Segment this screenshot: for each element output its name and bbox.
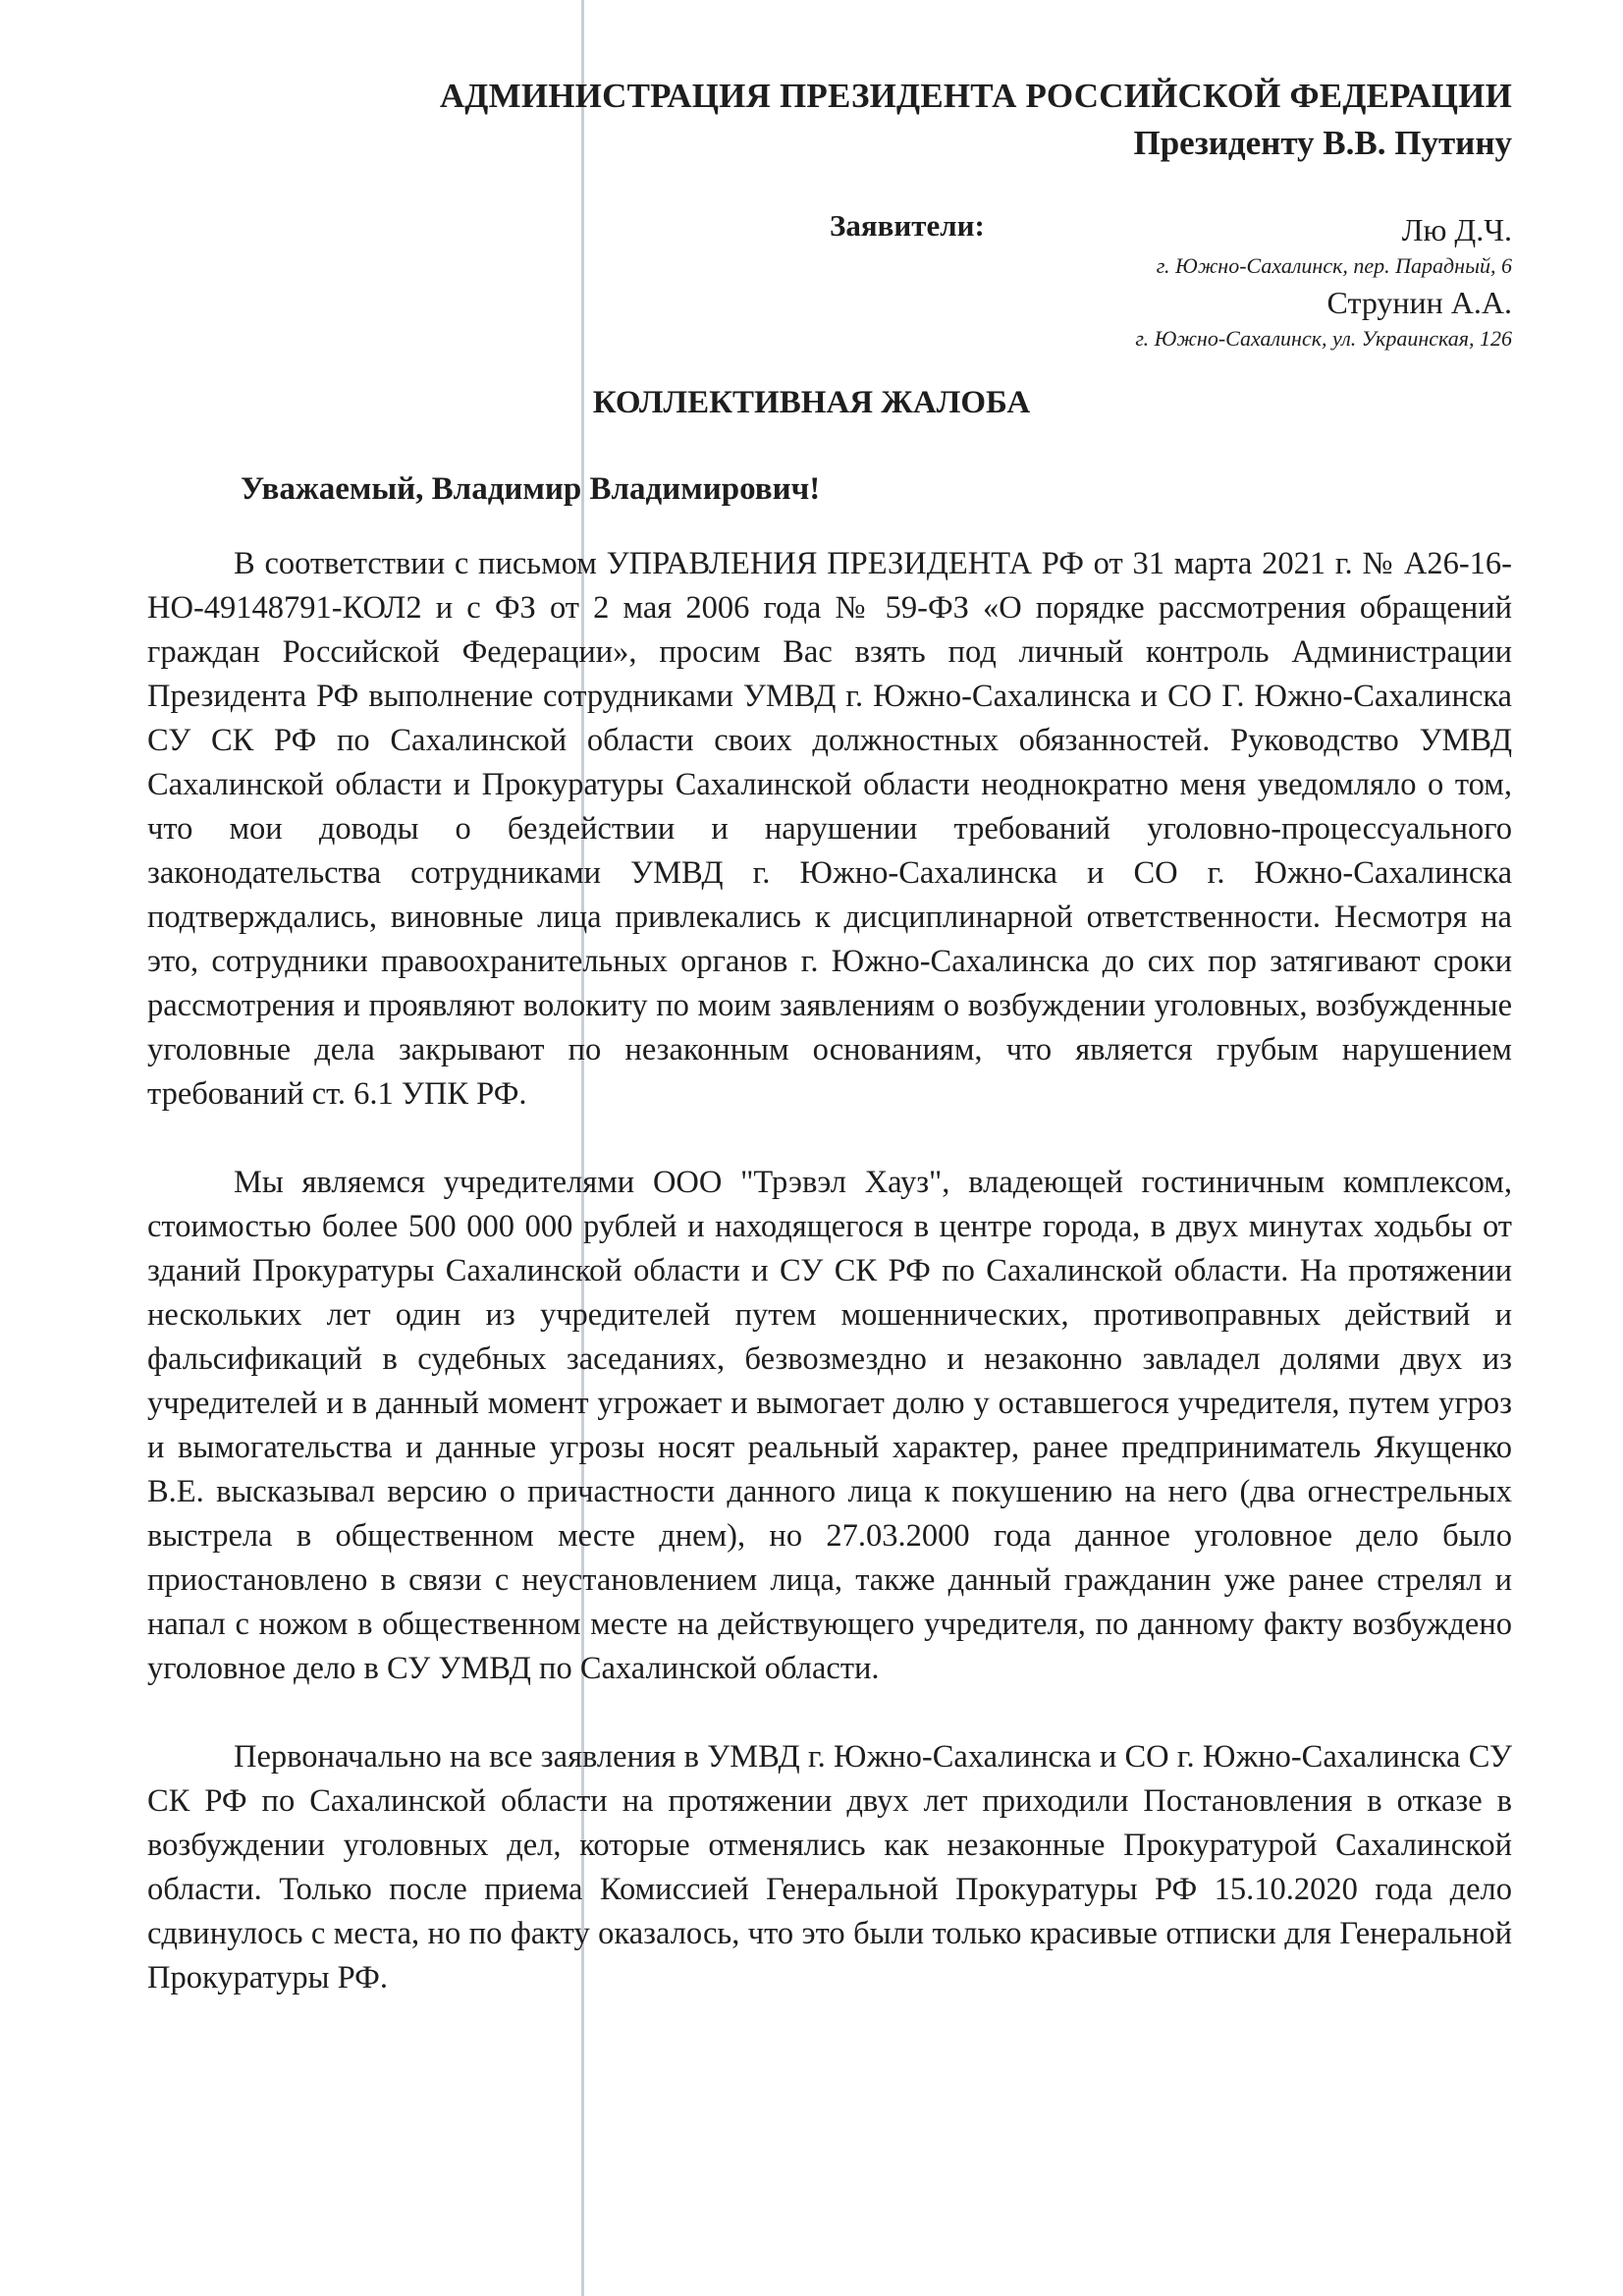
applicant-address: г. Южно-Сахалинск, ул. Украинская, 126 bbox=[1135, 326, 1512, 351]
body-paragraph: В соответствии с письмом УПРАВЛЕНИЯ ПРЕЗИДЕНТА РФ от 31 марта 2021 г. № А26-16-НО-49148791-КОЛ2 и с ФЗ от 2 мая 2006 года № 59-ФЗ «О порядке рассмотрения обращений граждан Российской Федерации», просим Вас взять под личный контроль Администрации Президента РФ выполнение сотрудниками УМВД г. Южно-Сахалинска и СО Г. Южно-Сахалинска СУ СК РФ по Сахалинской области своих должностных обязанностей. Руководство УМВД Сахалинской области и Прокуратуры Сахалинской области неоднократно меня уведомляло о том, что мои доводы о бездействии и нарушении требований уголовно-процессуального законодательства сотрудниками УМВД г. Южно-Сахалинска и СО г. Южно-Сахалинска подтверждались, виновные лица привлекались к дисциплинарной ответственности. Несмотря на это, сотрудники правоохранительных органов г. Южно-Сахалинска до сих пор затягивают сроки рассмотрения и проявляют волокиту по моим заявлениям о возбуждении уголовных, возбужденные уголовные дела закрывают по незаконным основаниям, что является грубым нарушением требований ст. 6.1 УПК РФ. bbox=[147, 546, 1512, 1112]
applicants-list bbox=[1001, 208, 1512, 354]
applicants-label: Заявители: bbox=[830, 208, 985, 243]
applicant-name: Струнин А.А. bbox=[1326, 285, 1512, 320]
letter-header bbox=[147, 77, 1512, 163]
body-paragraph: Мы являемся учредителями ООО "Трэвэл Хауз", владеющей гостиничным комплексом, стоимостью более 500 000 000 рублей и находящегося в центре города, в двух минутах ходьбы от зданий Прокуратуры Сахалинской области и СУ СК РФ по Сахалинской области. На протяжении нескольких лет один из учредителей путем мошеннических, противоправных действий и фальсификаций в судебных заседаниях, безвозмездно и незаконно завладел долями двух из учредителей и в данный момент угрожает и вымогает долю у оставшегося учредителя, путем угроз и вымогательства и данные угрозы носят реальный характер, ранее предприниматель Якущенко В.Е. высказывал версию о причастности данного лица к покушению на него (два огнестрельных выстрела в общественном месте днем), но 27.03.2000 года данное уголовное дело было приостановлено в связи с неустановлением лица, также данный гражданин уже ранее стрелял и напал с ножом в общественном месте на действующего учредителя, по данному факту возбуждено уголовное дело в СУ УМВД по Сахалинской области. bbox=[147, 1165, 1512, 1686]
letter-body bbox=[147, 542, 1512, 2045]
document-title: КОЛЛЕКТИВНАЯ ЖАЛОБА bbox=[592, 385, 1031, 420]
body-paragraph: Первоначально на все заявления в УМВД г. Южно-Сахалинска и СО г. Южно-Сахалинска СУ СК РФ по Сахалинской области на протяжении двух лет приходили Постановления в отказе в возбуждении уголовных дел, которые отменялись как незаконные Прокуратурой Сахалинской области. Только после приема Комиссией Генеральной Прокуратуры РФ 15.10.2020 года дело сдвинулось с места, но по факту оказалось, что это были только красивые отписки для Генеральной Прокуратуры РФ. bbox=[147, 1739, 1512, 1995]
applicant-address: г. Южно-Сахалинск, пер. Парадный, 6 bbox=[1156, 253, 1512, 278]
recipient-organization: АДМИНИСТРАЦИЯ ПРЕЗИДЕНТА РОССИЙСКОЙ ФЕДЕРАЦИИ bbox=[439, 77, 1512, 115]
applicant-name: Лю Д.Ч. bbox=[1401, 212, 1512, 247]
greeting: Уважаемый, Владимир Владимирович! bbox=[241, 471, 821, 507]
recipient-addressee: Президенту В.В. Путину bbox=[1133, 124, 1512, 162]
